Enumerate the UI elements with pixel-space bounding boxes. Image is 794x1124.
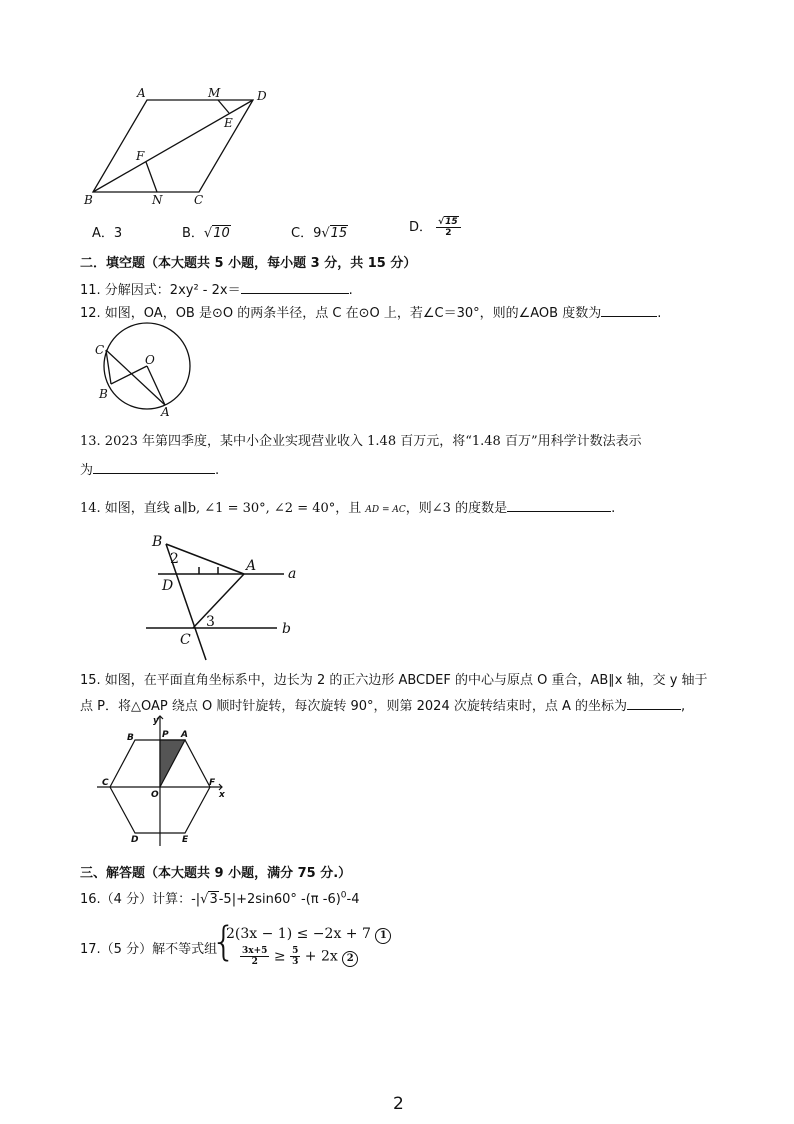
q17-ineq1-text: 2(3x − 1) ≤ −2x + 7 xyxy=(226,926,371,942)
q15-label-A: A xyxy=(181,730,188,740)
choice-d-label: D． xyxy=(409,220,433,235)
choice-c-value: 15 xyxy=(330,226,348,241)
label-E: E xyxy=(224,116,233,130)
choice-c-label: C． xyxy=(291,226,314,241)
q14-label-a: a xyxy=(288,566,297,582)
q15-label-P: P xyxy=(162,730,169,740)
q15-label-E: E xyxy=(182,835,189,845)
label-C: C xyxy=(194,193,204,207)
section3-title: 三、解答题（本大题共 9 小题，满分 75 分.） xyxy=(80,866,352,881)
q14-text-b: ，则∠3 的度数是 xyxy=(405,501,508,516)
q12-label-C: C xyxy=(95,343,105,357)
q17-mark1: 1 xyxy=(375,928,391,944)
q16-root: 3 xyxy=(209,892,218,907)
choice-b: B．√10 xyxy=(182,226,230,241)
q15-label-C: C xyxy=(102,778,109,788)
q14-label-B: B xyxy=(152,534,163,550)
q17-tail: + 2x xyxy=(304,948,338,965)
q15-label-D: D xyxy=(131,835,139,845)
q14-label-b: b xyxy=(282,621,291,637)
q14-cond: AD = AC xyxy=(365,505,406,515)
q16-mid: -5|+2sin60° -(π -6) xyxy=(218,892,341,907)
q17-ineq2 xyxy=(240,946,358,967)
q15-label-O: O xyxy=(151,790,159,800)
q12-text: 12. 如图，OA，OB 是⊙O 的两条半径，点 C 在⊙O 上，若∠C＝30°，则的∠AOB 度数为 xyxy=(80,306,602,321)
q12-label-B: B xyxy=(99,387,108,401)
q17-ge: ≥ xyxy=(273,948,286,965)
label-D: D xyxy=(257,89,267,103)
q11-text: 11. 分解因式：2xy² - 2x＝ xyxy=(80,283,241,298)
q13-line2-text: 为 xyxy=(80,463,94,478)
q15-label-B: B xyxy=(127,733,134,743)
q17-prefix: 17.（5 分）解不等式组 xyxy=(80,942,218,957)
q15-label-F: F xyxy=(209,778,216,788)
q12-label-A: A xyxy=(161,405,170,419)
q14-label-2: 2 xyxy=(170,551,179,567)
q16: 16.（4 分）计算：-|√3-5|+2sin60° -(π -6)$^0$-4 xyxy=(80,890,360,907)
q15-label-y: y xyxy=(153,716,159,726)
label-M: M xyxy=(208,86,221,100)
q17-den2: 3 xyxy=(292,957,299,967)
q15-label-x: x xyxy=(219,790,225,800)
choice-b-label: B． xyxy=(182,226,204,241)
label-F: F xyxy=(136,149,145,163)
q17-den: 2 xyxy=(251,957,258,967)
label-N: N xyxy=(152,193,163,207)
q16-prefix: 16.（4 分）计算：-| xyxy=(80,892,201,907)
section2-title: 二．填空题（本大题共 5 小题，每小题 3 分，共 15 分） xyxy=(80,256,417,271)
q17-mark2: 2 xyxy=(342,951,358,967)
choice-d-den: 2 xyxy=(445,228,452,238)
q12-end: . xyxy=(657,306,662,321)
choice-a-label: A． xyxy=(92,226,114,241)
q15-line1: 15. 如图，在平面直角坐标系中，边长为 2 的正六边形 ABCDEF 的中心与原点 O 重合，AB∥x 轴，交 y 轴于 xyxy=(80,673,708,688)
choice-d-num: 15 xyxy=(445,217,458,227)
choice-c-coef: 9 xyxy=(313,226,322,241)
q14-end: . xyxy=(611,501,616,516)
page-number: 2 xyxy=(393,1094,404,1114)
label-A: A xyxy=(137,86,146,100)
q14-label-A: A xyxy=(246,558,257,574)
q15-line2-text: 点 P．将△OAP 绕点 O 顺时针旋转，每次旋转 90°，则第 2024 次旋转结束时，点 A 的坐标为 xyxy=(80,699,628,714)
q14-text-a: 14. 如图，直线 a∥b, ∠1 = 30°, ∠2 = 40°，且 xyxy=(80,501,366,516)
label-B: B xyxy=(84,193,93,207)
q13-line1: 13. 2023 年第四季度，某中小企业实现营业收入 1.48 百万元，将“1.48 百万”用科学计数法表示 xyxy=(80,434,642,449)
q14-label-C: C xyxy=(180,632,191,648)
q12-label-O: O xyxy=(145,353,155,367)
q17-num2: 5 xyxy=(292,946,299,956)
q16-suffix: -4 xyxy=(346,892,360,907)
q17-brace: { xyxy=(211,919,237,965)
q11-end: . xyxy=(348,283,353,298)
choice-c: C．9√15 xyxy=(291,226,348,241)
choice-a-value: 3 xyxy=(113,226,123,241)
q17-ineq1 xyxy=(226,926,391,944)
q16-exp: 0 xyxy=(340,890,347,901)
q14-label-3: 3 xyxy=(206,614,215,630)
q17-num: 3x+5 xyxy=(242,946,268,956)
q13-end: . xyxy=(215,463,220,478)
q14-label-D: D xyxy=(162,578,174,594)
choice-d: D． $\frac{√15}{2}$ xyxy=(409,216,461,238)
q15-end: , xyxy=(681,699,686,714)
choice-b-value: 10 xyxy=(213,226,230,241)
